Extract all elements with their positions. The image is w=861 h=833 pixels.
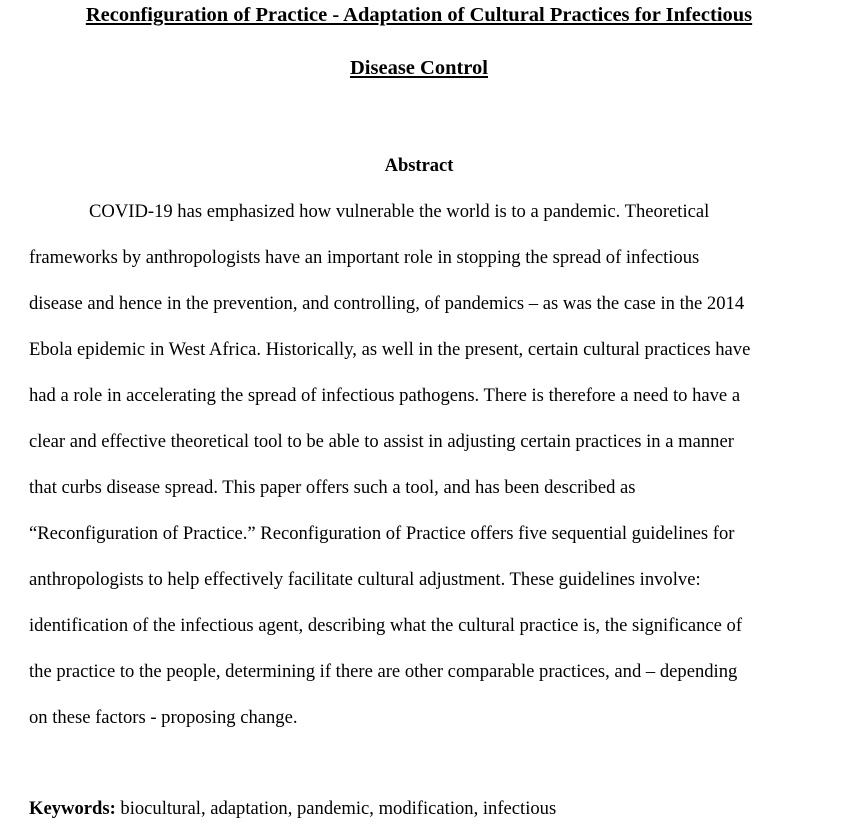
keywords-line: [29, 796, 556, 822]
abstract-line: had a role in accelerating the spread of infectious pathogens. There is therefore a need to have a: [29, 385, 741, 406]
abstract-line: clear and effective theoretical tool to be able to assist in adjusting certain practices in a manner: [29, 431, 734, 452]
abstract-line: that curbs disease spread. This paper offers such a tool, and has been described as: [29, 477, 636, 498]
abstract-line: COVID-19 has emphasized how vulnerable the world is to a pandemic. Theoretical: [89, 201, 710, 222]
abstract-line: frameworks by anthropologists have an important role in stopping the spread of infectious: [29, 247, 700, 268]
abstract-heading: Abstract: [384, 156, 454, 176]
keywords-value: biocultural, adaptation, pandemic, modification, infectious: [115, 798, 557, 819]
abstract-line: the practice to the people, determining if there are other comparable practices, and – depending: [29, 661, 738, 682]
abstract-line: on these factors - proposing change.: [29, 707, 298, 728]
keywords-label: Keywords:: [29, 798, 116, 819]
paper-title-line-1: Reconfiguration of Practice - Adaptation of Cultural Practices for Infectious: [85, 4, 753, 26]
abstract-line: Ebola epidemic in West Africa. Historically, as well in the present, certain cultural practices have: [29, 339, 751, 360]
abstract-line: disease and hence in the prevention, and controlling, of pandemics – as was the case in the 2014: [29, 293, 745, 314]
abstract-line: identification of the infectious agent, describing what the cultural practice is, the significance of: [29, 615, 743, 636]
paper-title-line-2: Disease Control: [350, 57, 488, 79]
abstract-line: anthropologists to help effectively facilitate cultural adjustment. These guidelines involve:: [29, 569, 701, 590]
abstract-line: “Reconfiguration of Practice.” Reconfiguration of Practice offers five sequential guidelines for: [29, 523, 735, 544]
